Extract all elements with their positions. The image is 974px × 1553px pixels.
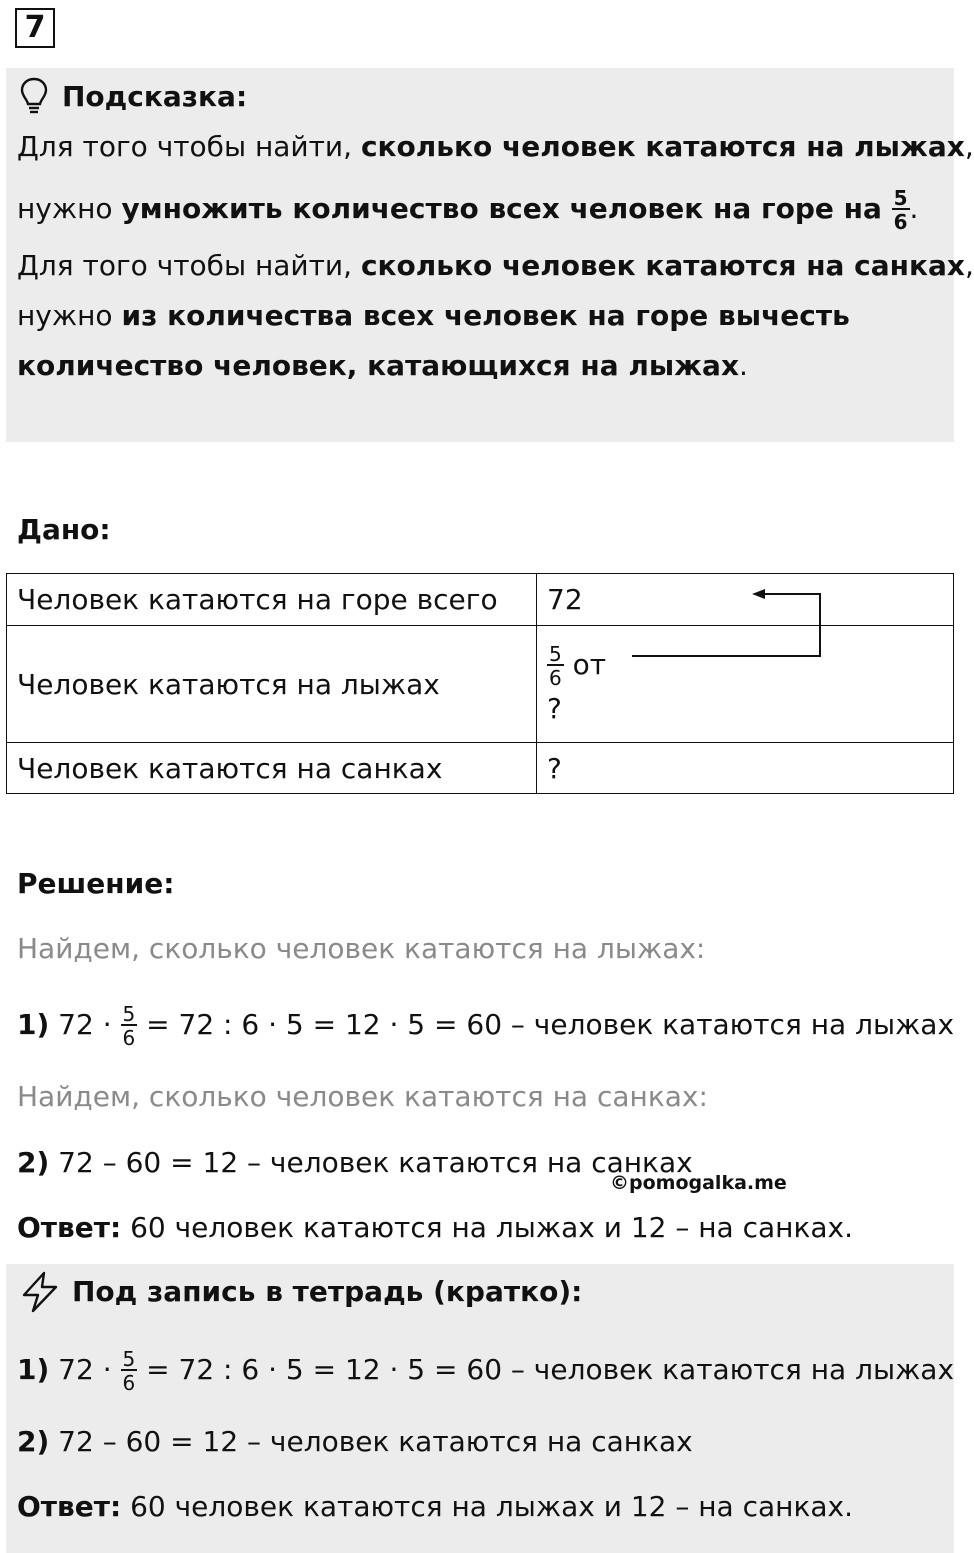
- step1-equation: 1) 72 · $\frac{5}{6}$ = 72 : 6 · 5 = 12 · 5 = 60 – человек катаются на лыжах: [17, 1002, 955, 1050]
- table-cell-label: Человек катаются на лыжах: [7, 626, 537, 743]
- notes-step2: 2) 72 – 60 = 12 – человек катаются на санках: [17, 1425, 693, 1458]
- notes-title: Под запись в тетрадь (кратко):: [72, 1275, 583, 1308]
- table-cell-value: ?: [537, 743, 954, 794]
- solution-title: Решение:: [17, 867, 175, 900]
- hint-line-4: нужно из количества всех человек на горе вычесть: [17, 299, 850, 332]
- hint-line-2: нужно умножить количество всех человек на горе на $\frac{5}{6}$ .: [17, 186, 919, 234]
- table-cell-label: Человек катаются на горе всего: [7, 574, 537, 626]
- table-cell-value: 72: [537, 574, 954, 626]
- table-cell-value: $\frac{5}{6}$ от ?: [537, 626, 954, 743]
- hint-line-3: Для того чтобы найти, сколько человек катаются на санках,: [17, 249, 974, 282]
- given-title: Дано:: [17, 513, 111, 546]
- step2-intro: Найдем, сколько человек катаются на санках:: [17, 1080, 708, 1113]
- lightning-icon: [18, 1270, 62, 1314]
- hint-line-1: Для того чтобы найти, сколько человек катаются на лыжах,: [17, 130, 974, 163]
- hint-line-5: количество человек, катающихся на лыжах.: [17, 349, 748, 382]
- table-row: [7, 743, 954, 794]
- watermark: ©pomogalka.me: [610, 1172, 787, 1194]
- task-number: 7: [15, 8, 55, 48]
- step2-equation: 2) 72 – 60 = 12 – человек катаются на санках: [17, 1146, 693, 1179]
- step1-intro: Найдем, сколько человек катаются на лыжах:: [17, 932, 706, 965]
- notes-step1: 1) 72 · $\frac{5}{6}$ = 72 : 6 · 5 = 12 · 5 = 60 – человек катаются на лыжах: [17, 1347, 955, 1395]
- reference-arrow: [620, 580, 830, 670]
- notes-answer: Ответ: 60 человек катаются на лыжах и 12 – на санках.: [17, 1490, 854, 1523]
- lightbulb-icon: [18, 76, 50, 116]
- table-cell-label: Человек катаются на санках: [7, 743, 537, 794]
- answer: Ответ: 60 человек катаются на лыжах и 12 – на санках.: [17, 1211, 854, 1244]
- hint-title: Подсказка:: [62, 80, 248, 113]
